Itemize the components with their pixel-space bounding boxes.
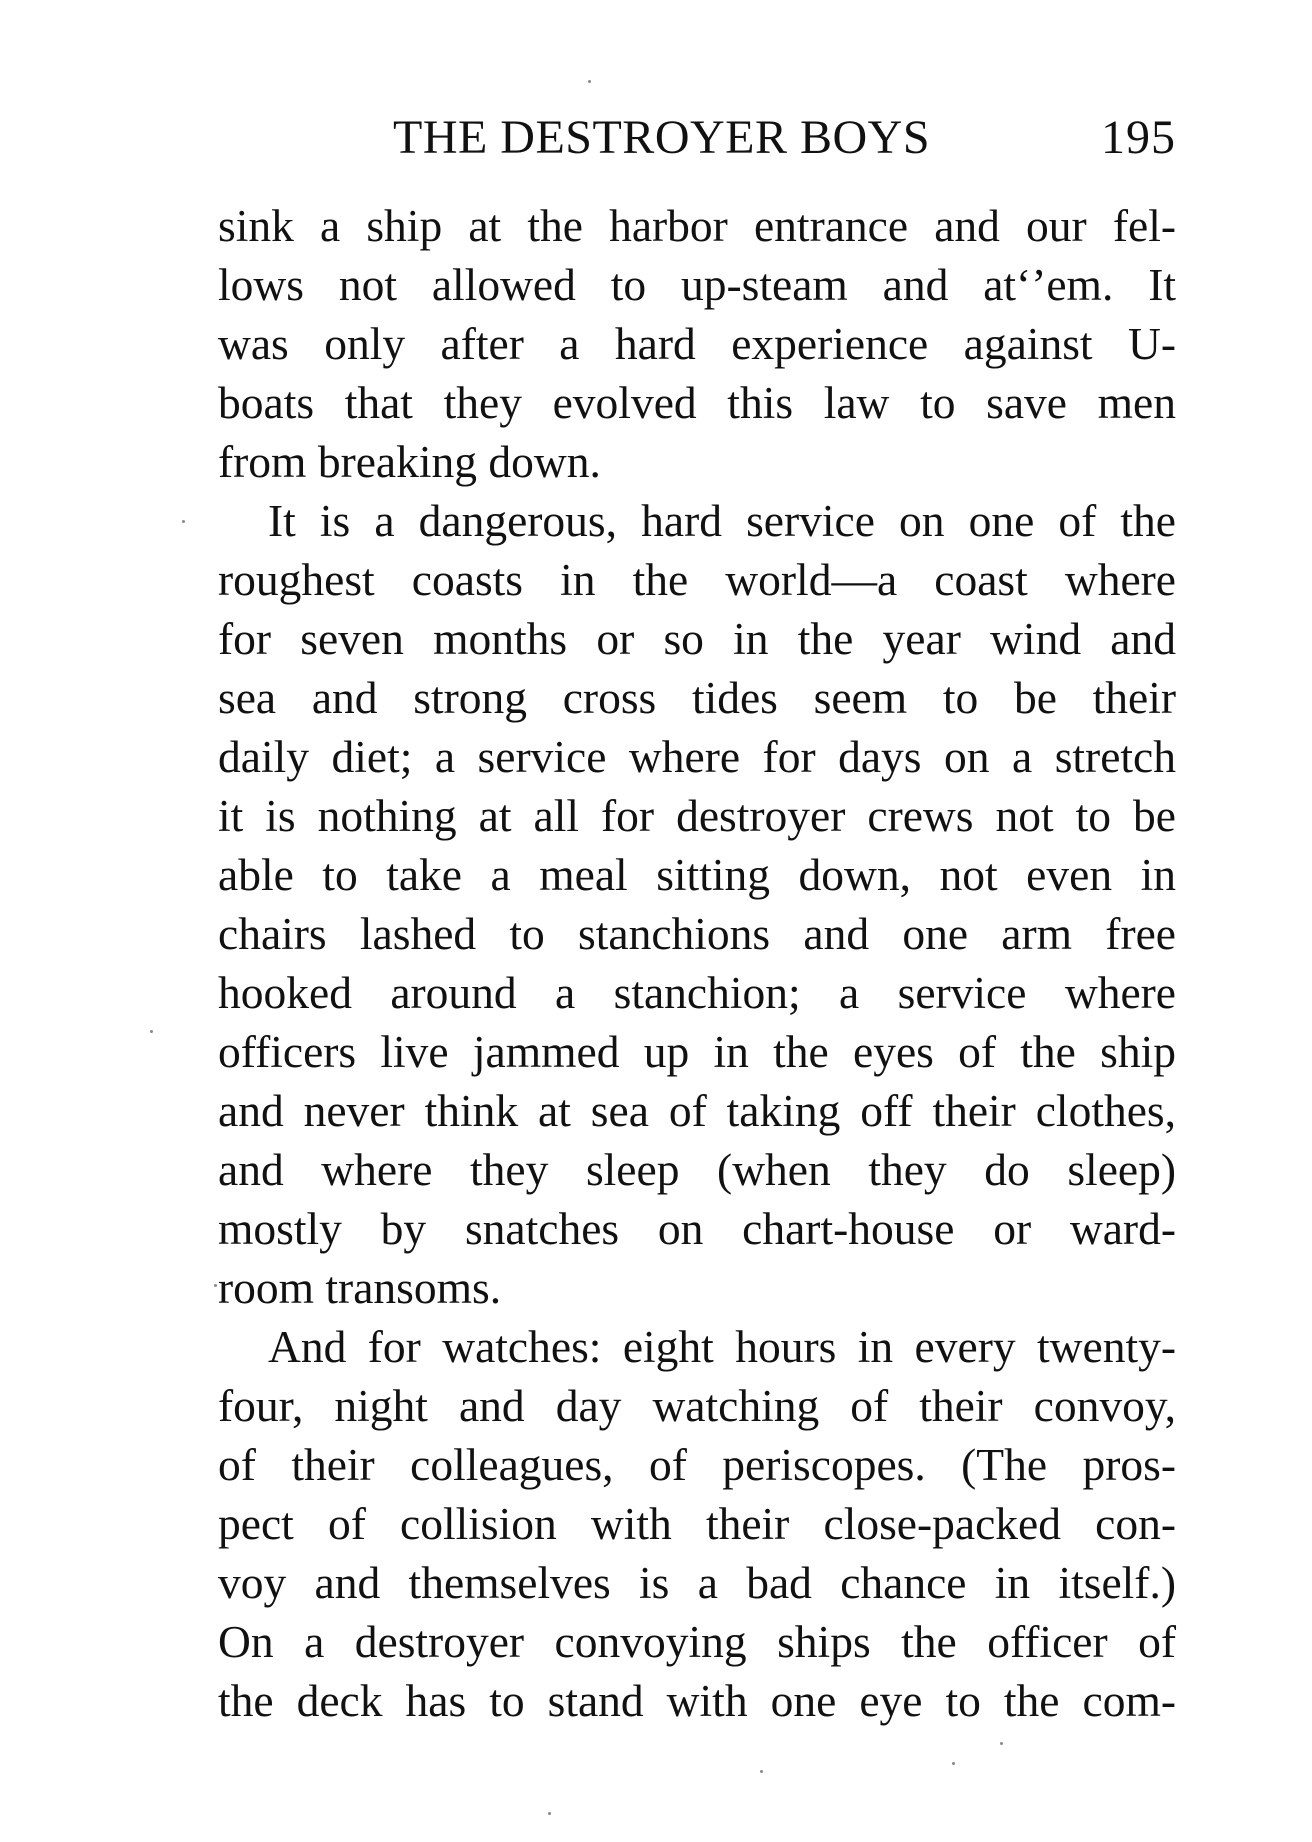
text-line: boats that they evolved this law to save men [218,377,1176,428]
text-line: hooked around a stanchion; a service where [218,967,1176,1018]
text-line: sink a ship at the harbor entrance and our fel- [218,200,1176,251]
text-line: roughest coasts in the world—a coast where [218,554,1176,605]
paragraph-1 [218,196,1176,491]
text-line: pect of collision with their close-packed con- [218,1498,1176,1549]
text-line: was only after a hard experience against U- [218,318,1176,369]
paragraph-2 [218,491,1176,1317]
scan-speck [548,1812,551,1815]
running-head [218,108,1176,168]
text-line: four, night and day watching of their convoy, [218,1380,1176,1431]
text-line: from breaking down. [218,436,601,487]
text-line: voy and themselves is a bad chance in itself.) [218,1557,1176,1608]
body-text [218,196,1176,1730]
text-line: On a destroyer convoying ships the officer of [218,1616,1176,1667]
text-line: mostly by snatches on chart-house or ward- [218,1203,1176,1254]
text-line: sea and strong cross tides seem to be their [218,672,1176,723]
text-line: daily diet; a service where for days on a stretch [218,731,1176,782]
text-line: room transoms. [218,1262,502,1313]
text-line: It is a dangerous, hard service on one of the [268,495,1176,546]
text-line: of their colleagues, of periscopes. (The pros- [218,1439,1176,1490]
scan-speck [952,1762,955,1765]
scan-speck [182,520,185,523]
text-line: for seven months or so in the year wind and [218,613,1176,664]
scan-speck [1000,1742,1003,1745]
scan-speck [588,80,591,83]
text-line: officers live jammed up in the eyes of the ship [218,1026,1176,1077]
text-line: lows not allowed to up-steam and at‘’em. It [218,259,1176,310]
text-line: chairs lashed to stanchions and one arm free [218,908,1176,959]
paragraph-3 [218,1317,1176,1730]
scan-speck [214,1284,217,1287]
scan-speck [150,1030,153,1033]
text-line: it is nothing at all for destroyer crews not to be [218,790,1176,841]
text-line: the deck has to stand with one eye to the com- [218,1675,1176,1726]
text-line: able to take a meal sitting down, not even in [218,849,1176,900]
text-line: And for watches: eight hours in every twenty- [268,1321,1176,1372]
text-line: and never think at sea of taking off their clothes, [218,1085,1176,1136]
text-line: and where they sleep (when they do sleep) [218,1144,1176,1195]
page-number: 195 [1101,111,1176,164]
scan-speck [760,1770,763,1773]
running-title: THE DESTROYER BOYS [393,111,931,164]
